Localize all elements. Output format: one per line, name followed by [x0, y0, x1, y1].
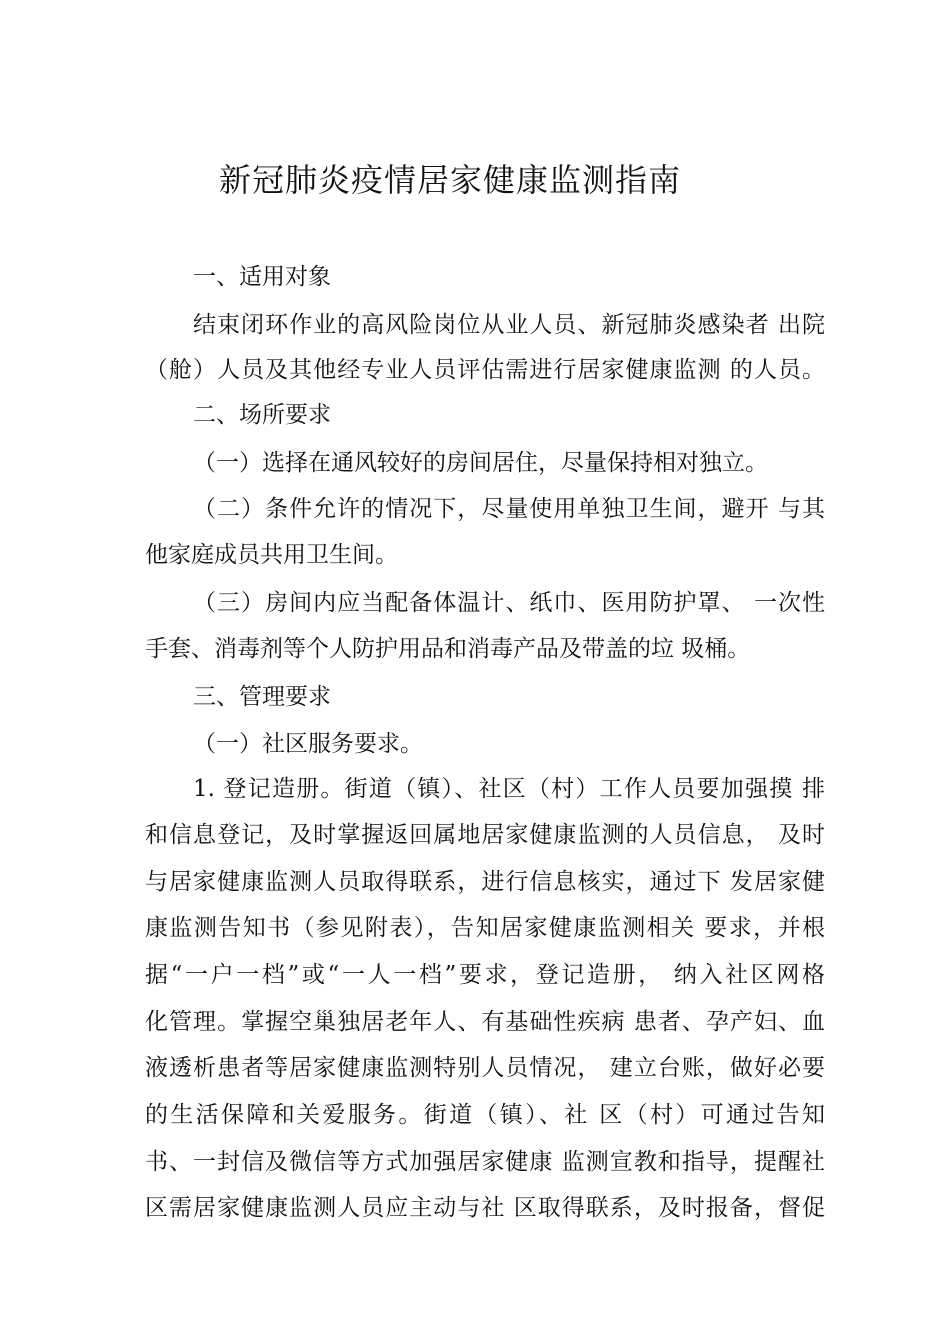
paragraph-line: 他家庭成员共用卫生间。	[145, 542, 398, 568]
paragraph-line: 液透析患者等居家健康监测特别人员情况， 建立台账，做好必要	[145, 1055, 825, 1081]
paragraph-line: 康监测告知书（参见附表），告知居家健康监测相关 要求，并根	[145, 915, 825, 941]
section-heading-management: 三、管理要求	[193, 684, 331, 710]
paragraph-line: 化管理。掌握空巢独居老年人、有基础性疾病 患者、孕产妇、血	[145, 1009, 825, 1035]
paragraph-line: 与居家健康监测人员取得联系，进行信息核实，通过下 发居家健	[145, 869, 825, 895]
paragraph-line: （三）房间内应当配备体温计、纸巾、医用防护罩、 一次性	[193, 590, 825, 616]
paragraph-line: 据“一户一档”或“一人一档”要求，登记造册， 纳入社区网格	[145, 962, 825, 988]
subsection-heading: （一）社区服务要求。	[193, 731, 423, 757]
paragraph-line: （二）条件允许的情况下，尽量使用单独卫生间，避开 与其	[193, 496, 825, 522]
paragraph-line: 手套、消毒剂等个人防护用品和消毒产品及带盖的垃 圾桶。	[145, 636, 751, 662]
paragraph-line: 1. 登记造册。街道（镇）、社区（村）工作人员要加强摸 排	[193, 776, 825, 802]
document-title: 新冠肺炎疫情居家健康监测指南	[218, 161, 681, 199]
paragraph-line: （舱）人员及其他经专业人员评估需进行居家健康监测 的人员。	[145, 357, 825, 383]
section-heading-scope: 一、适用对象	[193, 264, 331, 290]
paragraph-line: 书、一封信及微信等方式加强居家健康 监测宣教和指导，提醒社	[145, 1149, 825, 1175]
section-heading-location: 二、场所要求	[193, 402, 331, 428]
paragraph-line: （一）选择在通风较好的房间居住，尽量保持相对独立。	[193, 450, 768, 476]
paragraph-line: 和信息登记，及时掌握返回属地居家健康监测的人员信息， 及时	[145, 822, 825, 848]
paragraph-line: 的生活保障和关爱服务。街道（镇）、社 区（村）可通过告知	[145, 1102, 825, 1128]
paragraph-line: 区需居家健康监测人员应主动与社 区取得联系，及时报备，督促	[145, 1195, 825, 1221]
paragraph-line: 结束闭环作业的高风险岗位从业人员、新冠肺炎感染者 出院	[193, 312, 825, 338]
